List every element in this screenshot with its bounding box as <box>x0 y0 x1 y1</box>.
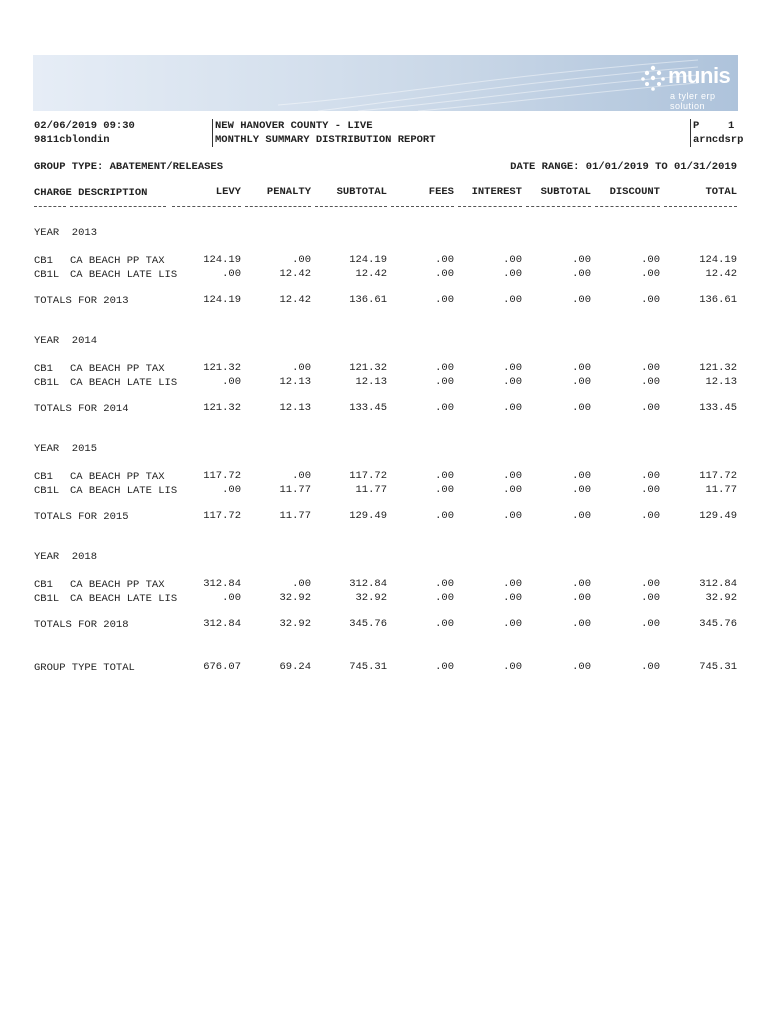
header-underline <box>34 206 66 207</box>
program-name: arncdsrp <box>693 134 744 146</box>
amount-cell: 121.32 <box>699 362 737 374</box>
header-underline <box>70 206 166 207</box>
amount-cell: 32.92 <box>279 592 311 604</box>
year-totals-label: TOTALS FOR 2015 <box>34 511 129 523</box>
amount-cell: .00 <box>222 592 241 604</box>
charge-code: CB1 <box>34 471 53 483</box>
year-label: YEAR 2014 <box>34 335 98 347</box>
year-totals-label: TOTALS FOR 2014 <box>34 403 129 415</box>
amount-cell: .00 <box>435 578 454 590</box>
amount-cell: .00 <box>435 376 454 388</box>
amount-cell: .00 <box>435 254 454 266</box>
col-total: TOTAL <box>705 186 737 198</box>
total-cell: .00 <box>503 402 522 414</box>
col-fees: FEES <box>428 186 454 198</box>
charge-code: CB1 <box>34 255 53 267</box>
page-number: 1 <box>728 120 735 132</box>
amount-cell: .00 <box>435 470 454 482</box>
amount-cell: 117.72 <box>699 470 737 482</box>
amount-cell: 12.13 <box>355 376 387 388</box>
amount-cell: 312.84 <box>203 578 241 590</box>
amount-cell: .00 <box>572 592 591 604</box>
total-cell: .00 <box>435 402 454 414</box>
amount-cell: 32.92 <box>355 592 387 604</box>
col-charge-description: CHARGE DESCRIPTION <box>34 187 148 199</box>
amount-cell: 12.13 <box>279 376 311 388</box>
total-cell: 129.49 <box>699 510 737 522</box>
amount-cell: .00 <box>503 376 522 388</box>
year-label: YEAR 2015 <box>34 443 98 455</box>
amount-cell: .00 <box>503 484 522 496</box>
year-label: YEAR 2013 <box>34 227 98 239</box>
group-total-cell: 69.24 <box>279 661 311 673</box>
amount-cell: .00 <box>503 268 522 280</box>
amount-cell: .00 <box>641 592 660 604</box>
charge-description: CA BEACH PP TAX <box>70 471 165 483</box>
charge-description: CA BEACH LATE LIS <box>70 269 178 281</box>
page-label: P <box>693 120 700 132</box>
group-total-cell: .00 <box>572 661 591 673</box>
col-levy: LEVY <box>215 186 241 198</box>
header-underline <box>245 206 311 207</box>
col-discount: DISCOUNT <box>609 186 660 198</box>
charge-description: CA BEACH PP TAX <box>70 579 165 591</box>
amount-cell: .00 <box>503 592 522 604</box>
amount-cell: 124.19 <box>349 254 387 266</box>
amount-cell: .00 <box>435 362 454 374</box>
total-cell: .00 <box>435 510 454 522</box>
brand-name: munis <box>668 63 731 88</box>
col-subtotal-2: SUBTOTAL <box>540 186 591 198</box>
amount-cell: 32.92 <box>705 592 737 604</box>
report-title: MONTHLY SUMMARY DISTRIBUTION REPORT <box>215 134 436 146</box>
amount-cell: .00 <box>222 268 241 280</box>
charge-description: CA BEACH LATE LIS <box>70 593 178 605</box>
total-cell: 32.92 <box>279 618 311 630</box>
amount-cell: .00 <box>503 578 522 590</box>
amount-cell: 124.19 <box>699 254 737 266</box>
amount-cell: 12.42 <box>705 268 737 280</box>
total-cell: .00 <box>572 618 591 630</box>
header-underline <box>595 206 660 207</box>
amount-cell: 117.72 <box>349 470 387 482</box>
col-subtotal: SUBTOTAL <box>336 186 387 198</box>
amount-cell: .00 <box>222 376 241 388</box>
total-cell: .00 <box>435 618 454 630</box>
total-cell: 121.32 <box>203 402 241 414</box>
amount-cell: .00 <box>435 592 454 604</box>
charge-code: CB1L <box>34 485 60 497</box>
total-cell: .00 <box>503 510 522 522</box>
total-cell: 12.13 <box>279 402 311 414</box>
report-user: 9811cblondin <box>34 134 110 146</box>
group-type-total-label: GROUP TYPE TOTAL <box>34 662 135 674</box>
total-cell: .00 <box>572 294 591 306</box>
header-underline <box>172 206 241 207</box>
total-cell: 124.19 <box>203 294 241 306</box>
group-total-cell: 745.31 <box>699 661 737 673</box>
total-cell: 12.42 <box>279 294 311 306</box>
amount-cell: .00 <box>292 362 311 374</box>
header-underline <box>526 206 591 207</box>
total-cell: .00 <box>641 402 660 414</box>
amount-cell: .00 <box>572 268 591 280</box>
amount-cell: 117.72 <box>203 470 241 482</box>
amount-cell: .00 <box>222 484 241 496</box>
amount-cell: .00 <box>641 470 660 482</box>
amount-cell: .00 <box>641 376 660 388</box>
total-cell: .00 <box>572 402 591 414</box>
header-underline <box>458 206 522 207</box>
year-totals-label: TOTALS FOR 2018 <box>34 619 129 631</box>
col-penalty: PENALTY <box>266 186 311 198</box>
total-cell: .00 <box>503 618 522 630</box>
amount-cell: .00 <box>503 254 522 266</box>
amount-cell: .00 <box>572 376 591 388</box>
munis-logo-mark-icon <box>640 65 666 91</box>
amount-cell: .00 <box>641 268 660 280</box>
total-cell: .00 <box>641 618 660 630</box>
header-divider-left <box>212 119 213 147</box>
date-range: DATE RANGE: 01/01/2019 TO 01/31/2019 <box>510 161 737 173</box>
total-cell: .00 <box>435 294 454 306</box>
header-underline <box>664 206 737 207</box>
year-totals-label: TOTALS FOR 2013 <box>34 295 129 307</box>
charge-code: CB1L <box>34 593 60 605</box>
amount-cell: 11.77 <box>705 484 737 496</box>
year-label: YEAR 2018 <box>34 551 98 563</box>
amount-cell: 121.32 <box>349 362 387 374</box>
amount-cell: 12.42 <box>355 268 387 280</box>
total-cell: .00 <box>641 294 660 306</box>
group-total-cell: .00 <box>503 661 522 673</box>
group-total-cell: .00 <box>435 661 454 673</box>
amount-cell: .00 <box>292 578 311 590</box>
amount-cell: .00 <box>435 268 454 280</box>
total-cell: .00 <box>503 294 522 306</box>
total-cell: 11.77 <box>279 510 311 522</box>
total-cell: 345.76 <box>349 618 387 630</box>
amount-cell: 124.19 <box>203 254 241 266</box>
charge-description: CA BEACH LATE LIS <box>70 377 178 389</box>
total-cell: 345.76 <box>699 618 737 630</box>
group-total-cell: 745.31 <box>349 661 387 673</box>
amount-cell: 121.32 <box>203 362 241 374</box>
amount-cell: .00 <box>572 470 591 482</box>
total-cell: 129.49 <box>349 510 387 522</box>
report-banner <box>33 55 738 111</box>
report-datetime: 02/06/2019 09:30 <box>34 120 135 132</box>
amount-cell: 312.84 <box>699 578 737 590</box>
amount-cell: .00 <box>572 578 591 590</box>
brand-tagline: a tyler erp solution <box>670 91 716 111</box>
amount-cell: 12.42 <box>279 268 311 280</box>
total-cell: 117.72 <box>203 510 241 522</box>
total-cell: 133.45 <box>699 402 737 414</box>
charge-code: CB1 <box>34 579 53 591</box>
charge-code: CB1L <box>34 269 60 281</box>
total-cell: 312.84 <box>203 618 241 630</box>
amount-cell: .00 <box>292 470 311 482</box>
amount-cell: .00 <box>572 254 591 266</box>
group-total-cell: .00 <box>641 661 660 673</box>
charge-code: CB1 <box>34 363 53 375</box>
total-cell: .00 <box>641 510 660 522</box>
amount-cell: .00 <box>503 362 522 374</box>
munis-logo <box>640 61 731 111</box>
header-divider-right <box>690 119 691 147</box>
group-type: GROUP TYPE: ABATEMENT/RELEASES <box>34 161 224 173</box>
amount-cell: 12.13 <box>705 376 737 388</box>
charge-description: CA BEACH PP TAX <box>70 255 165 267</box>
amount-cell: 11.77 <box>279 484 311 496</box>
amount-cell: .00 <box>292 254 311 266</box>
amount-cell: 11.77 <box>355 484 387 496</box>
header-underline <box>315 206 387 207</box>
amount-cell: .00 <box>572 362 591 374</box>
amount-cell: .00 <box>641 484 660 496</box>
organization-name: NEW HANOVER COUNTY - LIVE <box>215 120 373 132</box>
group-total-cell: 676.07 <box>203 661 241 673</box>
charge-description: CA BEACH LATE LIS <box>70 485 178 497</box>
total-cell: .00 <box>572 510 591 522</box>
amount-cell: .00 <box>641 254 660 266</box>
banner-decoration <box>278 55 698 111</box>
total-cell: 136.61 <box>699 294 737 306</box>
header-underline <box>391 206 454 207</box>
amount-cell: .00 <box>641 362 660 374</box>
charge-description: CA BEACH PP TAX <box>70 363 165 375</box>
total-cell: 136.61 <box>349 294 387 306</box>
total-cell: 133.45 <box>349 402 387 414</box>
amount-cell: 312.84 <box>349 578 387 590</box>
col-interest: INTEREST <box>471 186 522 198</box>
amount-cell: .00 <box>572 484 591 496</box>
charge-code: CB1L <box>34 377 60 389</box>
amount-cell: .00 <box>435 484 454 496</box>
amount-cell: .00 <box>641 578 660 590</box>
amount-cell: .00 <box>503 470 522 482</box>
